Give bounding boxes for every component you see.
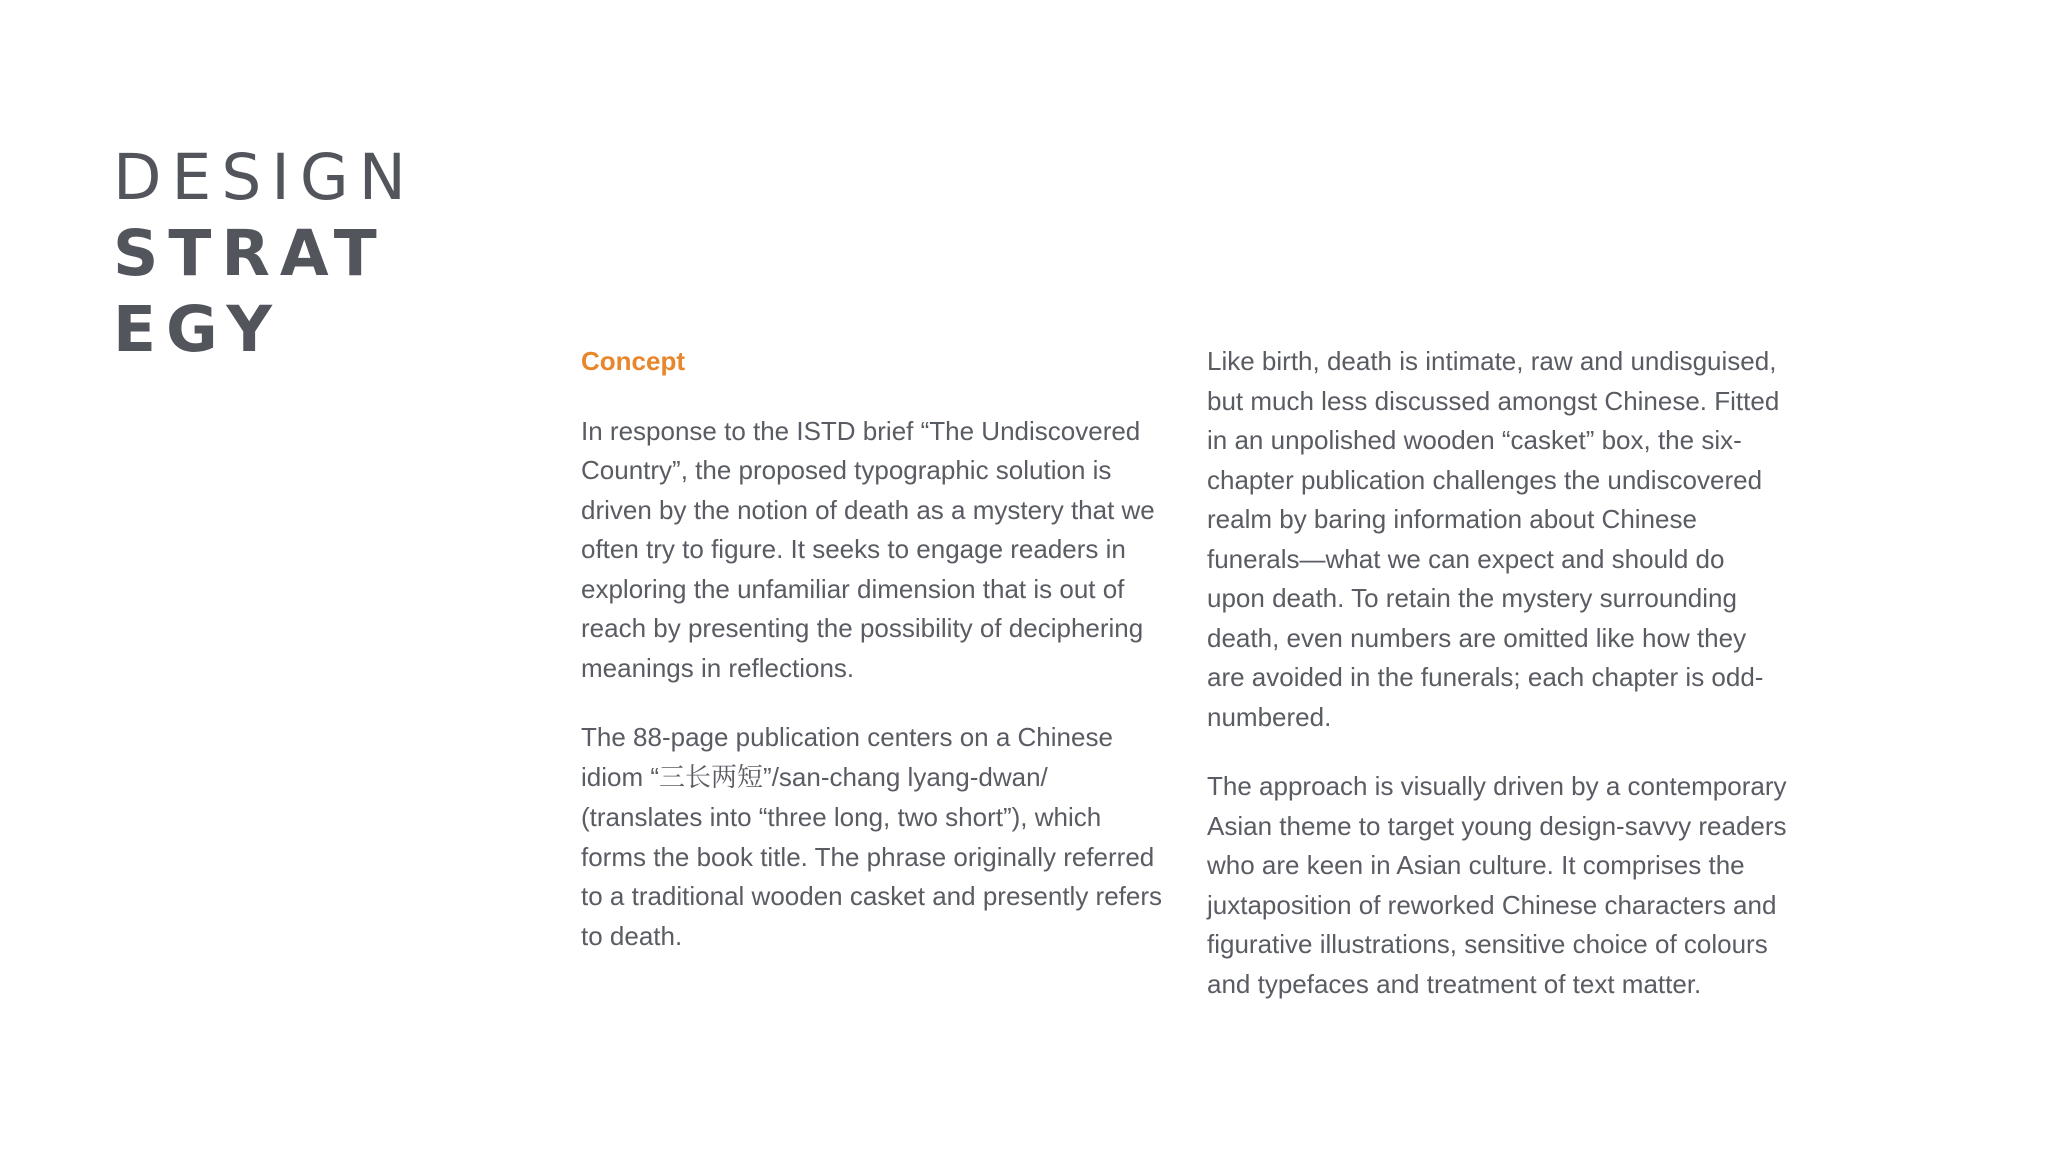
chinese-idiom: 三长两短 bbox=[659, 762, 764, 793]
text-line: are avoided in the funerals; each chapter is odd- bbox=[1207, 662, 1764, 692]
title-line-3: EGY bbox=[113, 293, 282, 366]
text-line: Like birth, death is intimate, raw and undisguised, bbox=[1207, 346, 1777, 376]
text-line: juxtaposition of reworked Chinese characters and bbox=[1207, 889, 1777, 920]
right-paragraph-1 bbox=[1207, 342, 1807, 737]
page-title bbox=[113, 140, 416, 368]
right-column bbox=[1207, 342, 1807, 1034]
text-line: The approach is visually driven by a contemporary bbox=[1207, 771, 1787, 801]
idiom-prefix: idiom “ bbox=[581, 761, 660, 792]
right-paragraph-2 bbox=[1207, 767, 1807, 1004]
text-line: forms the book title. The phrase originally referred bbox=[581, 841, 1155, 872]
title-line-2: STRAT bbox=[113, 217, 387, 290]
text-line: and typefaces and treatment of text matter. bbox=[1207, 968, 1702, 999]
text-line: meanings in reflections. bbox=[581, 652, 855, 683]
text-line: realm by baring information about Chinese bbox=[1207, 504, 1697, 534]
text-line: upon death. To retain the mystery surrounding bbox=[1207, 583, 1737, 613]
text-line-idiom bbox=[581, 758, 1181, 799]
text-line: chapter publication challenges the undiscovered bbox=[1207, 464, 1763, 495]
left-column bbox=[581, 342, 1181, 986]
text-line: Asian theme to target young design-savvy readers bbox=[1207, 810, 1787, 841]
text-line: In response to the ISTD brief “The Undiscovered bbox=[581, 415, 1141, 446]
text-line: numbered. bbox=[1207, 701, 1332, 732]
text-line: exploring the unfamiliar dimension that is out of bbox=[581, 573, 1125, 604]
title-line-1: DESIGN bbox=[113, 141, 416, 214]
text-line: (translates into “three long, two short”), which bbox=[581, 802, 1102, 832]
text-line: in an unpolished wooden “casket” box, the six- bbox=[1207, 425, 1742, 455]
text-line: The 88-page publication centers on a Chinese bbox=[581, 722, 1113, 752]
text-line: often try to figure. It seeks to engage readers in bbox=[581, 534, 1126, 564]
text-line: funerals—what we can expect and should do bbox=[1207, 543, 1725, 574]
text-line: figurative illustrations, sensitive choice of colours bbox=[1207, 929, 1768, 959]
section-heading-concept: Concept bbox=[581, 346, 685, 376]
text-line: death, even numbers are omitted like how they bbox=[1207, 622, 1747, 653]
text-line: Country”, the proposed typographic solution is bbox=[581, 455, 1112, 485]
text-line: driven by the notion of death as a mystery that we bbox=[581, 494, 1155, 525]
text-line: reach by presenting the possibility of deciphering bbox=[581, 613, 1144, 643]
text-line: to death. bbox=[581, 920, 683, 951]
text-line: who are keen in Asian culture. It comprises the bbox=[1207, 850, 1745, 880]
text-line: but much less discussed amongst Chinese. Fitted bbox=[1207, 385, 1780, 416]
text-line: to a traditional wooden casket and presently refers bbox=[581, 881, 1163, 911]
concept-paragraph-2 bbox=[581, 718, 1181, 956]
idiom-suffix: ”/san-chang lyang-dwan/ bbox=[763, 761, 1048, 792]
concept-paragraph-1 bbox=[581, 412, 1181, 689]
